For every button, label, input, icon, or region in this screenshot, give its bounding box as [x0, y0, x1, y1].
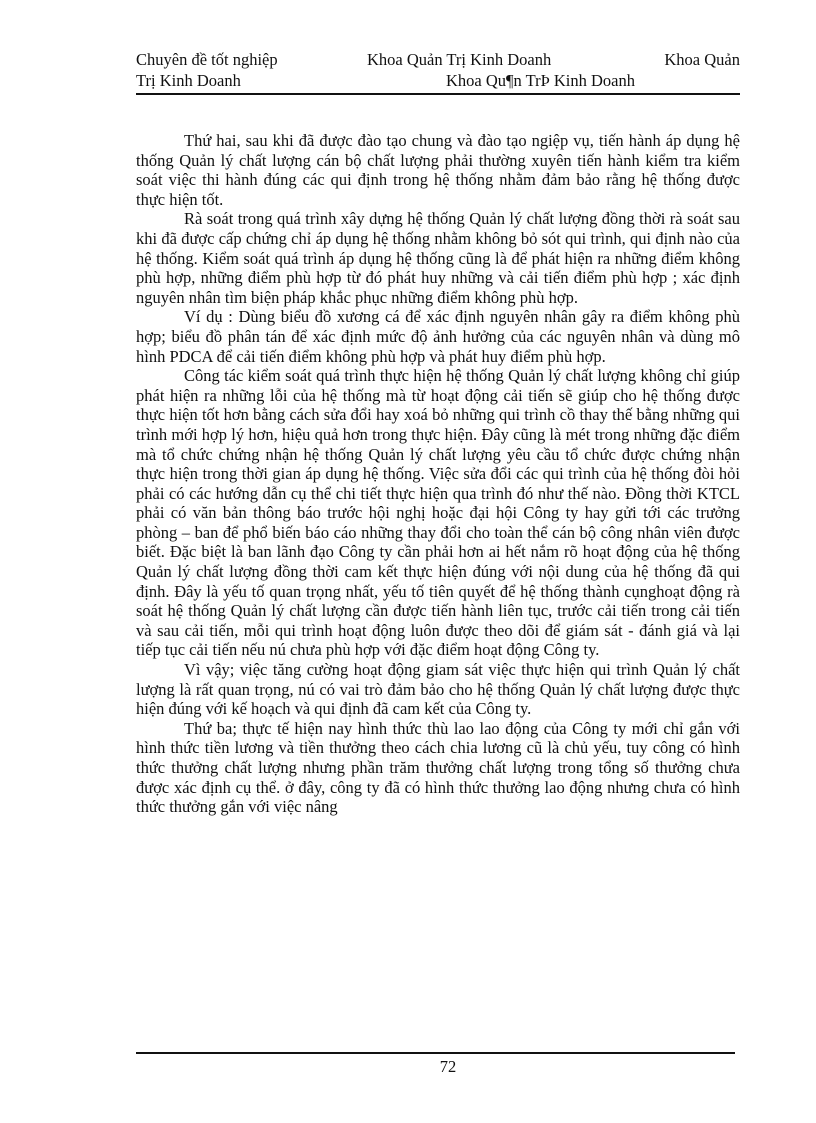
paragraph: Rà soát trong quá trình xây dựng hệ thống Quản lý chất lượng đồng thời rà soát sau khi đã được cấp chứng chỉ áp dụng hệ thống nhằm không bỏ sót qui trình, qui định nào của hệ thống. Kiểm soát quá trình áp dụng hệ thống cũng là để phát hiện ra những điểm không phù hợp, những điểm phù hợp từ đó phát huy những và cải tiến điểm phù hợp ; xác định nguyên nhân tìm biện pháp khắc phục những điểm không phù hợp. [136, 209, 740, 307]
header-right-title: Khoa Quản [664, 50, 740, 69]
paragraph: Ví dụ : Dùng biểu đồ xương cá để xác định nguyên nhân gây ra điểm không phù hợp; biểu đồ phân tán để xác định mức độ ảnh hưởng của các nguyên nhân và dùng mô hình PDCA để cải tiến điểm không phù hợp và phát huy điểm phù hợp. [136, 307, 740, 366]
page-number: 72 [439, 1057, 457, 1076]
paragraph: Vì vậy; việc tăng cường hoạt động giam sát việc thực hiện qui trình Quản lý chất lượng là rất quan trọng, nú có vai trò đảm bảo cho hệ thống Quản lý chất lượng được thực hiện đúng với kế hoạch và qui định đã cam kết của Công ty. [136, 660, 740, 719]
paragraph: Công tác kiểm soát quá trình thực hiện hệ thống Quản lý chất lượng không chỉ giúp phát hiện ra những lỗi của hệ thống mà từ hoạt động cải tiến sẽ giúp cho hệ thống được thực hiện tốt hơn bằng cách sửa đổi hay xoá bỏ những qui trình cồ thay thế bằng những qui trình mới hợp lý hơn, hiệu quả hơn trong thực hiện. Đây cũng là mét trong những đặc điểm mà tổ chức chứng nhận hệ thống Quản lý chất lượng yêu cầu tổ chức được chứng nhận thực hiện trong thời gian áp dụng hệ thống. Việc sửa đổi các qui trình của hệ thống đòi hỏi phải có các hướng dẫn cụ thể chi tiết thực hiện qua trình đó như thế nào. Đồng thời KTCL phải có văn bản thông báo trước hội nghị hoặc đại hội Công ty hay gửi tới các trưởng phòng – ban để phổ biến báo cáo những thay đổi cho toàn thể cán bộ công nhân viên được biết. Đặc biệt là ban lãnh đạo Công ty cần phải hơn ai hết nắm rõ hoạt động của hệ thống Quản lý chất lượng đồng thời cam kết thực hiện đúng với nội dung của hệ thống đã qui định. Đây là yếu tố quan trọng nhất, yếu tố tiên quyết để hệ thống thành cụnghoạt động rà soát hệ thống Quản lý chất lượng cần được tiến hành liên tục, trước cải tiến trong cải tiến và sau cải tiến, mỗi qui trình hoạt động luôn được theo dõi để giám sát - đánh giá và lại tiếp tục cải tiến nếu nú chưa phù hợp với đặc điểm hoạt động Công ty. [136, 366, 740, 660]
footer-divider [136, 1052, 735, 1054]
header-line-2 [136, 70, 740, 91]
header-center-title: Khoa Quản Trị Kinh Doanh [367, 50, 552, 69]
body-text [136, 131, 740, 817]
paragraph: Thứ ba; thực tế hiện nay hình thức thù lao lao động của Công ty mới chỉ gắn với hình thức tiền lương và tiền thưởng theo cách chia lương cũ là chủ yếu, tuy công có hình thức thưởng chất lượng nhưng phần trăm thưởng chất lượng trong tổng số thưởng chưa được xác định cụ thể. ở đây, công ty đã có hình thức thưởng lao động nhưng chưa có hình thức thưởng gắn với việc nâng [136, 718, 740, 817]
header-divider [136, 93, 740, 95]
header-line2-center: Khoa Qu¶n TrÞ Kinh Doanh [446, 71, 635, 90]
header-line2-left: Trị Kinh Doanh [136, 71, 241, 90]
header-left-title: Chuyên đề tốt nghiệp [136, 50, 278, 69]
header-line-1 [136, 49, 740, 70]
paragraph: Thứ hai, sau khi đã được đào tạo chung và đào tạo ngiệp vụ, tiến hành áp dụng hệ thống Quản lý chất lượng cán bộ chất lượng phải thường xuyên tiến hành kiểm tra kiểm soát việc thi hành đúng các qui định trong hệ thống nhằm đảm bảo rằng hệ thống được thực hiện tốt. [136, 131, 740, 209]
page-header [136, 49, 740, 93]
